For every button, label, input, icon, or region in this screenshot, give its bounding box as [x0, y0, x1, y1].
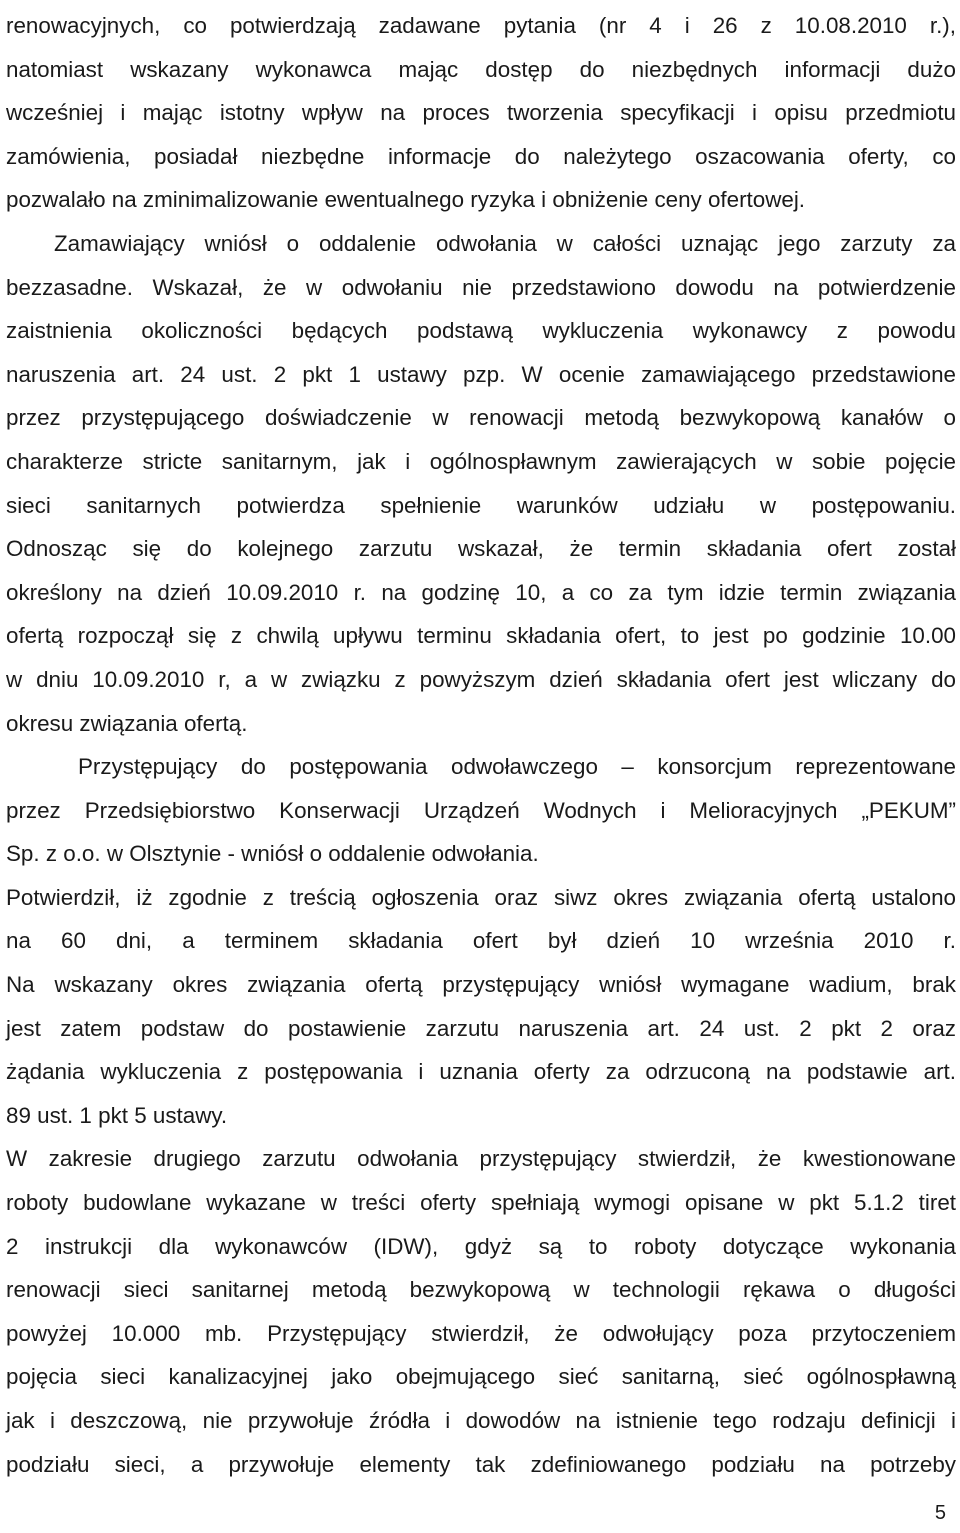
text-line: przez Przedsiębiorstwo Konserwacji Urządzeń Wodnych i Melioracyjnych „PEKUM” — [6, 797, 956, 823]
text-line: w dniu 10.09.2010 r, a w związku z powyższym dzień składania ofert jest wliczany do — [6, 666, 956, 692]
text-line: zaistnienia okoliczności będących podstawą wykluczenia wykonawcy z powodu — [6, 318, 956, 344]
paragraph-first-line: Zamawiający wniósł o oddalenie odwołania w całości uznając jego zarzuty za — [54, 230, 956, 256]
text-line: jak i deszczową, nie przywołuje źródła i dowodów na istnienie tego rodzaju definicji i — [6, 1408, 956, 1433]
text-line: natomiast wskazany wykonawca mając dostęp do niezbędnych informacji dużo — [6, 56, 956, 82]
text-line: wcześniej i mając istotny wpływ na proces tworzenia specyfikacji i opisu przedmiotu — [6, 100, 956, 126]
text-line: Odnosząc się do kolejnego zarzutu wskazał, że termin składania ofert został — [6, 536, 956, 562]
text-line: 89 ust. 1 pkt 5 ustawy. — [6, 1102, 228, 1128]
text-line: określony na dzień 10.09.2010 r. na godzinę 10, a co za tym idzie termin związania — [6, 579, 956, 605]
document-page — [6, 0, 956, 1486]
text-line: przez przystępującego doświadczenie w renowacji metodą bezwykopową kanałów o — [6, 405, 956, 431]
text-line: na 60 dni, a terminem składania ofert był dzień 10 września 2010 r. — [6, 928, 956, 954]
text-line: Sp. z o.o. w Olsztynie - wniósł o oddalenie odwołania. — [6, 841, 539, 867]
text-line: okresu związania ofertą. — [6, 710, 248, 736]
text-line: charakterze stricte sanitarnym, jak i ogólnospławnym zawierających w sobie pojęcie — [6, 448, 956, 474]
text-line: bezzasadne. Wskazał, że w odwołaniu nie przedstawiono dowodu na potwierdzenie — [6, 274, 956, 300]
text-line: sieci sanitarnych potwierdza spełnienie warunków udziału w postępowaniu. — [6, 492, 956, 518]
paragraph-first-line: W zakresie drugiego zarzutu odwołania przystępujący stwierdził, że kwestionowane — [6, 1146, 956, 1172]
text-line: 2 instrukcji dla wykonawców (IDW), gdyż są to roboty dotyczące wykonania — [6, 1233, 956, 1259]
text-line: żądania wykluczenia z postępowania i uznania oferty za odrzuconą na podstawie art. — [6, 1059, 956, 1085]
paragraph-first-line: Potwierdził, iż zgodnie z treścią ogłoszenia oraz siwz okres związania ofertą ustalono — [6, 884, 956, 910]
paragraph-first-line: Przystępujący do postępowania odwoławczego – konsorcjum reprezentowane — [78, 754, 956, 780]
page-number: 5 — [934, 1502, 946, 1524]
text-line: zamówienia, posiadał niezbędne informacje do należytego oszacowania oferty, co — [6, 143, 956, 169]
text-line: renowacyjnych, co potwierdzają zadawane pytania (nr 4 i 26 z 10.08.2010 r.), — [6, 13, 956, 38]
text-line: jest zatem podstaw do postawienie zarzutu naruszenia art. 24 ust. 2 pkt 2 oraz — [6, 1015, 956, 1041]
text-line: Na wskazany okres związania ofertą przystępujący wniósł wymagane wadium, brak — [6, 972, 956, 998]
text-line: pozwalało na zminimalizowanie ewentualnego ryzyka i obniżenie ceny ofertowej. — [6, 187, 806, 213]
text-line: naruszenia art. 24 ust. 2 pkt 1 ustawy pzp. W ocenie zamawiającego przedstawione — [6, 361, 956, 387]
text-line: ofertą rozpoczął się z chwilą upływu terminu składania ofert, to jest po godzinie 10.00 — [6, 623, 956, 649]
text-line: roboty budowlane wykazane w treści oferty spełniają wymogi opisane w pkt 5.1.2 tiret — [6, 1190, 956, 1216]
text-line: podziału sieci, a przywołuje elementy tak zdefiniowanego podziału na potrzeby — [6, 1451, 956, 1477]
text-line: pojęcia sieci kanalizacyjnej jako obejmującego sieć sanitarną, sieć ogólnospławną — [6, 1364, 956, 1390]
text-line: renowacji sieci sanitarnej metodą bezwykopową w technologii rękawa o długości — [6, 1277, 956, 1303]
text-line: powyżej 10.000 mb. Przystępujący stwierdził, że odwołujący poza przytoczeniem — [6, 1320, 956, 1346]
